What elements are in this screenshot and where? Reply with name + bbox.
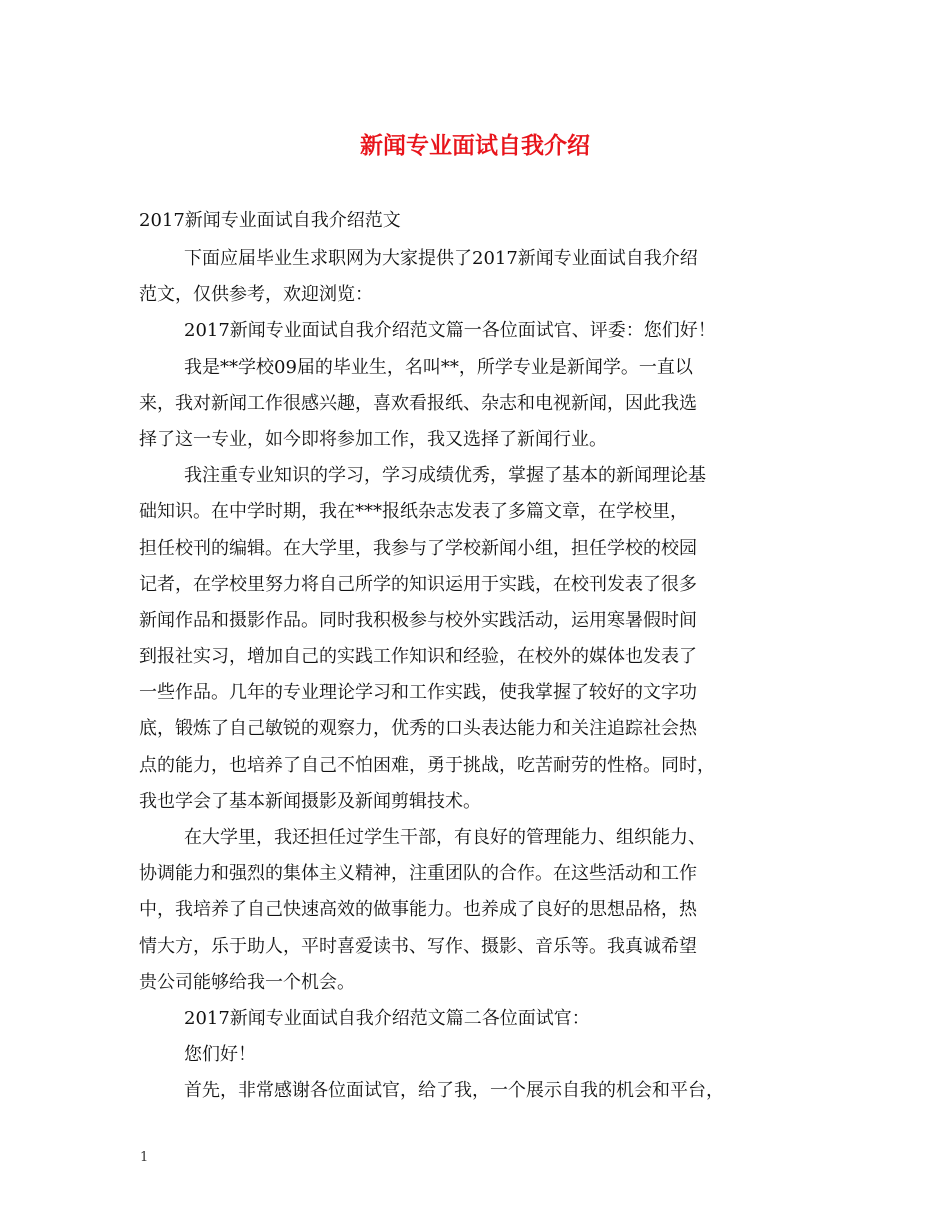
body-line: 择了这一专业，如今即将参加工作，我又选择了新闻行业。 — [139, 428, 607, 450]
body-line: 2017新闻专业面试自我介绍范文篇二各位面试官： — [184, 1007, 590, 1029]
body-line: 底，锻炼了自己敏锐的观察力，优秀的口头表达能力和关注追踪社会热 — [139, 718, 697, 740]
body-line: 来，我对新闻工作很感兴趣，喜欢看报纸、杂志和电视新闻，因此我选 — [139, 392, 697, 414]
body-line: 情大方，乐于助人，平时喜爱读书、写作、摄影、音乐等。我真诚希望 — [139, 935, 697, 957]
body-line: 协调能力和强烈的集体主义精神，注重团队的合作。在这些活动和工作 — [139, 863, 697, 885]
body-line: 在大学里，我还担任过学生干部，有良好的管理能力、组织能力、 — [184, 827, 706, 848]
body-line: 我注重专业知识的学习，学习成绩优秀，掌握了基本的新闻理论基 — [184, 465, 706, 487]
document-title: 新闻专业面试自我介绍 — [360, 132, 590, 159]
body-line: 一些作品。几年的专业理论学习和工作实践，使我掌握了较好的文字功 — [139, 682, 697, 704]
body-line: 贵公司能够给我一个机会。 — [139, 971, 355, 993]
body-line: 记者，在学校里努力将自己所学的知识运用于实践，在校刊发表了很多 — [139, 573, 697, 595]
body-line: 点的能力，也培养了自己不怕困难，勇于挑战，吃苦耐劳的性格。同时， — [139, 754, 715, 776]
document-subtitle: 2017新闻专业面试自我介绍范文 — [139, 210, 401, 231]
body-line: 础知识。在中学时期，我在***报纸杂志发表了多篇文章，在学校里， — [139, 501, 688, 523]
body-line: 到报社实习，增加自己的实践工作知识和经验，在校外的媒体也发表了 — [139, 646, 697, 668]
body-line: 我是**学校09届的毕业生，名叫**，所学专业是新闻学。一直以 — [184, 356, 693, 378]
body-line: 首先，非常感谢各位面试官，给了我，一个展示自我的机会和平台， — [184, 1080, 724, 1102]
body-line: 范文，仅供参考，欢迎浏览： — [139, 284, 373, 306]
body-line: 下面应届毕业生求职网为大家提供了2017新闻专业面试自我介绍 — [184, 248, 698, 269]
body-line: 新闻作品和摄影作品。同时我积极参与校外实践活动，运用寒暑假时间 — [139, 609, 697, 631]
document-body — [139, 241, 829, 1110]
body-line: 担任校刊的编辑。在大学里，我参与了学校新闻小组，担任学校的校园 — [139, 537, 697, 559]
page-number: 1 — [140, 1150, 149, 1165]
body-line: 2017新闻专业面试自我介绍范文篇一各位面试官、评委：您们好！ — [184, 320, 716, 342]
body-line: 您们好！ — [184, 1044, 256, 1066]
body-line: 中，我培养了自己快速高效的做事能力。也养成了良好的思想品格，热 — [139, 899, 697, 921]
body-line: 我也学会了基本新闻摄影及新闻剪辑技术。 — [139, 790, 481, 812]
